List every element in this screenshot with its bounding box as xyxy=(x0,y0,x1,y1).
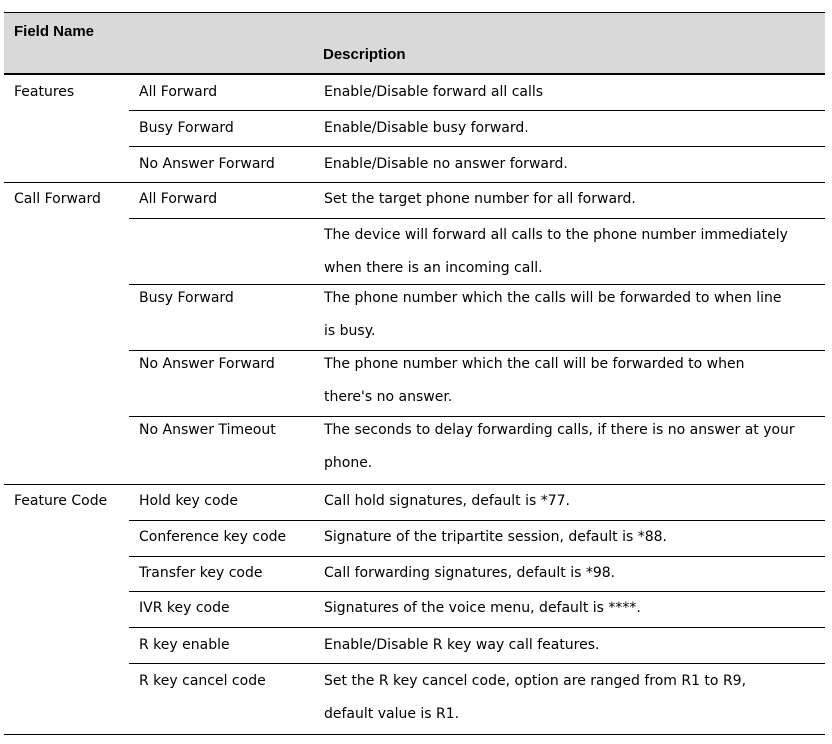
row-divider xyxy=(129,663,825,664)
description-line: Call forwarding signatures, default is *98. xyxy=(324,565,616,581)
description-line: Enable/Disable no answer forward. xyxy=(324,156,568,172)
description-line: The phone number which the call will be forwarded to when xyxy=(324,356,745,372)
field-name: R key enable xyxy=(139,637,230,653)
field-name: Transfer key code xyxy=(139,565,263,581)
description-line: is busy. xyxy=(324,323,376,339)
field-name: No Answer Forward xyxy=(139,356,275,372)
row-divider xyxy=(129,520,825,521)
row-divider xyxy=(129,416,825,417)
row-divider xyxy=(129,350,825,351)
row-divider xyxy=(129,556,825,557)
description-line: Signatures of the voice menu, default is ****. xyxy=(324,600,641,616)
row-divider xyxy=(129,284,825,285)
description-line: Signature of the tripartite session, default is *88. xyxy=(324,529,667,545)
description-line: The device will forward all calls to the phone number immediately xyxy=(324,227,788,243)
field-name: Busy Forward xyxy=(139,290,234,306)
description-line: Enable/Disable R key way call features. xyxy=(324,637,600,653)
field-name: Hold key code xyxy=(139,493,239,509)
field-name: No Answer Forward xyxy=(139,156,275,172)
description-line: Enable/Disable forward all calls xyxy=(324,84,544,100)
row-divider xyxy=(129,146,825,147)
group-divider xyxy=(4,484,825,485)
field-name: All Forward xyxy=(139,191,218,207)
field-name: Conference key code xyxy=(139,529,287,545)
header-field-name: Field Name xyxy=(14,23,95,40)
group-divider xyxy=(4,734,825,735)
description-line: phone. xyxy=(324,455,373,471)
description-line: there's no answer. xyxy=(324,389,453,405)
row-divider xyxy=(129,110,825,111)
table-header xyxy=(4,12,825,74)
field-name: IVR key code xyxy=(139,600,230,616)
field-name: No Answer Timeout xyxy=(139,422,276,438)
description-line: Call hold signatures, default is *77. xyxy=(324,493,570,509)
group-divider xyxy=(4,182,825,183)
description-line: Set the R key cancel code, option are ranged from R1 to R9, xyxy=(324,673,747,689)
description-line: The phone number which the calls will be forwarded to when line xyxy=(324,290,782,306)
group-name: Call Forward xyxy=(14,191,101,207)
field-name: All Forward xyxy=(139,84,218,100)
group-name: Feature Code xyxy=(14,493,108,509)
row-divider xyxy=(129,627,825,628)
row-divider xyxy=(129,218,825,219)
row-divider xyxy=(129,591,825,592)
header-description: Description xyxy=(323,46,406,63)
group-name: Features xyxy=(14,84,75,100)
group-divider xyxy=(4,74,825,75)
description-line: when there is an incoming call. xyxy=(324,260,543,276)
description-line: Enable/Disable busy forward. xyxy=(324,120,529,136)
description-line: The seconds to delay forwarding calls, if there is no answer at your xyxy=(324,422,795,438)
description-line: Set the target phone number for all forward. xyxy=(324,191,636,207)
field-name: Busy Forward xyxy=(139,120,234,136)
field-name: R key cancel code xyxy=(139,673,266,689)
description-line: default value is R1. xyxy=(324,706,460,722)
